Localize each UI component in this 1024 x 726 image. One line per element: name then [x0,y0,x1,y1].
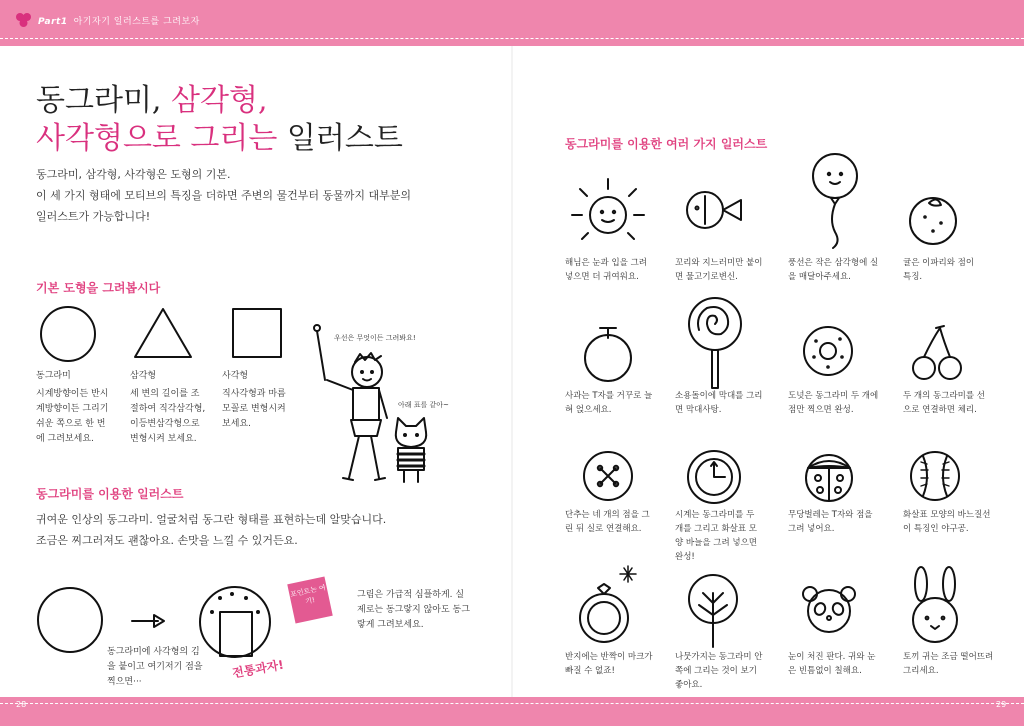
caption-line: 그려 넣어요. [788,524,835,534]
caption-ladybug [788,508,884,536]
caption-line: 해님은 눈과 입을 그려 [565,258,648,268]
caption-line: 이 특징인 야구공. [903,524,969,534]
caption-line: 으로 연결하면 체리. [903,405,977,415]
caption-line: 단추는 네 개의 점을 그 [565,510,650,520]
caption-line: 혀 얹으세요. [565,405,612,415]
title-line2-a: 사각형으로 그리는 [36,121,287,156]
shape-desc-line: 에 그려보세요. [36,434,94,444]
clock-icon [685,448,743,506]
button-icon [580,448,636,504]
caption-line: 귤은 이파리와 점이 [903,258,975,268]
caption-line: 토끼 귀는 조금 떨어뜨려 [903,652,994,662]
shape-desc-line: 세 변의 길이를 조 [130,389,200,399]
shape-desc-line: 모꼴로 변형시켜 [222,404,286,414]
chapter-title: 아기자기 일러스트를 그려보자 [73,17,200,27]
caption-line: 특징. [903,272,923,282]
part-label: Part1 [38,17,68,27]
caption-line: 좋아요. [675,680,703,690]
caption-sun [565,256,661,284]
page-number-right: 29 [996,700,1007,709]
orange-icon [905,193,961,249]
intro-line: 이 세 가지 형태에 모티브의 특징을 더하면 주변의 물건부터 동물까지 대부분의 [36,189,411,202]
shape-desc-line: 시계방향이든 반시 [36,389,109,399]
square-shape-icon [230,306,284,360]
page-number-left: 28 [16,700,27,709]
rabbit-icon [905,566,965,648]
body-line: 조금은 찌그러져도 괜찮아요. 손맛을 느낄 수 있거든요. [36,534,298,547]
caption-line: 풍선은 작은 삼각형에 실 [788,258,879,268]
cat-speech: 아래 표를 같아~ [398,401,449,409]
donut-icon [800,323,856,379]
panda-icon [800,584,858,634]
caption-line: 완성! [675,552,695,562]
caption-line: 나뭇가지는 동그라미 안 [675,652,763,662]
caption-line: 을 붙이고 여기저기 점을 [107,662,203,672]
page-gutter [511,46,513,697]
sun-icon [570,175,650,255]
cat-illustration [386,414,436,486]
title-line2-b: 일러스트 [286,121,403,156]
caption-rabbit [903,650,999,678]
shape-desc-triangle [130,369,220,447]
triangle-shape-icon [132,305,194,363]
caption-tree [675,650,771,692]
shape-desc-circle [36,369,126,447]
tip-line: 그림은 가급적 심플하게. 실 [357,590,465,600]
caption-line: 쪽에 그리는 것이 보기 [675,666,758,676]
caption-line: 양 바늘을 그려 넣으면 [675,538,758,548]
caption-line: 그리세요. [903,666,939,676]
apple-icon [580,320,636,384]
baseball-icon [907,448,963,504]
caption-clock [675,508,771,564]
caption-line: 꼬리와 지느러미만 붙이 [675,258,763,268]
fish-icon [683,190,753,232]
arrow-right-icon [130,614,170,628]
point-tag [287,576,332,623]
shape-desc-line: 변형시켜 보세요. [130,434,197,444]
shape-desc-line: 계방향이든 그리기 [36,404,109,414]
caption-line: 린 뒤 실로 연결해요. [565,524,642,534]
plain-circle-icon [36,586,104,654]
intro-line: 일러스트가 가능합니다! [36,210,151,223]
caption-line: 빠질 수 없죠! [565,666,615,676]
teacher-speech: 우선은 무엇이든 그려봐요! [334,334,416,342]
shape-name: 사각형 [222,371,249,381]
caption-line: 소용돌이에 막대를 그리 [675,391,763,401]
caption-panda [788,650,884,678]
header-stitch-line [0,38,1024,39]
caption-ring [565,650,661,678]
example-tip [357,588,487,633]
shape-desc-line: 쉬운 쪽으로 한 번 [36,419,106,429]
running-header [38,14,200,27]
caption-line: 을 매달아주세요. [788,272,851,282]
caption-line: 은 빈틈없이 칠해요. [788,666,862,676]
footer-band [0,697,1024,726]
balloon-icon [805,150,865,250]
circle-shape-icon [38,305,98,365]
caption-cherry [903,389,999,417]
caption-line: 사과는 T자를 거꾸로 늘 [565,391,653,401]
caption-line: 찍으면··· [107,677,142,687]
caption-lollipop [675,389,771,417]
example-caption [107,645,217,690]
caption-line: 점만 찍으면 완성. [788,405,854,415]
caption-line: 눈이 처진 판다. 귀와 눈 [788,652,876,662]
tree-icon [685,573,741,649]
caption-button [565,508,661,536]
caption-balloon [788,256,884,284]
caption-line: 시계는 동그라미를 두 [675,510,755,520]
caption-line: 면 막대사탕. [675,405,722,415]
title-line1-b: 삼각형, [171,83,268,118]
circle-section-heading: 동그라미를 이용한 일러스트 [36,487,184,501]
caption-donut [788,389,884,417]
caption-line: 두 개의 동그라미를 선 [903,391,986,401]
shape-name: 삼각형 [130,371,157,381]
shape-name: 동그라미 [36,371,71,381]
footer-stitch-line [0,703,1024,704]
title-line1-a: 동그라미, [36,83,171,118]
shape-desc-line: 보세요. [222,419,251,429]
caption-baseball [903,508,999,536]
basic-shapes-heading: 기본 도형을 그려봅시다 [36,281,161,295]
caption-line: 도넛은 동그라미 두 개에 [788,391,879,401]
shape-desc-line: 이등변삼각형으로 [130,419,200,429]
caption-line: 반지에는 반짝이 마크가 [565,652,653,662]
shape-desc-line: 절하여 직각삼각형, [130,404,206,414]
body-line: 귀여운 인상의 동그라미. 얼굴처럼 동그란 형태를 표현하는데 알맞습니다. [36,513,387,526]
caption-line: 면 물고기로변신. [675,272,738,282]
circle-section-body [36,509,496,551]
caption-line: 개를 그리고 화살표 모 [675,524,758,534]
tip-line: 랗게 그려보세요. [357,620,424,630]
caption-fish [675,256,771,284]
ladybug-icon [802,450,856,504]
ring-icon [580,564,646,646]
right-page-heading: 동그라미를 이용한 여러 가지 일러스트 [565,137,768,151]
result-label: 전통과자! [231,657,285,681]
page-title [36,82,403,158]
caption-line: 무당벌레는 T자와 점을 [788,510,873,520]
caption-apple [565,389,661,417]
caption-line: 넣으면 더 귀여워요. [565,272,639,282]
shape-desc-square [222,369,302,432]
lollipop-icon [685,296,745,390]
flower-icon [14,12,34,28]
caption-line: 화살표 모양의 바느질선 [903,510,991,520]
intro-line: 동그라미, 삼각형, 사각형은 도형의 기본. [36,168,231,181]
shape-desc-line: 직사각형과 마름 [222,389,286,399]
caption-orange [903,256,999,284]
cherry-icon [908,324,968,382]
point-tag-text: 포인트는 여기! [289,583,327,606]
caption-line: 동그라미에 사각형의 김 [107,647,200,657]
tip-line: 제로는 동그랗지 않아도 동그 [357,605,470,615]
intro-text [36,164,486,227]
